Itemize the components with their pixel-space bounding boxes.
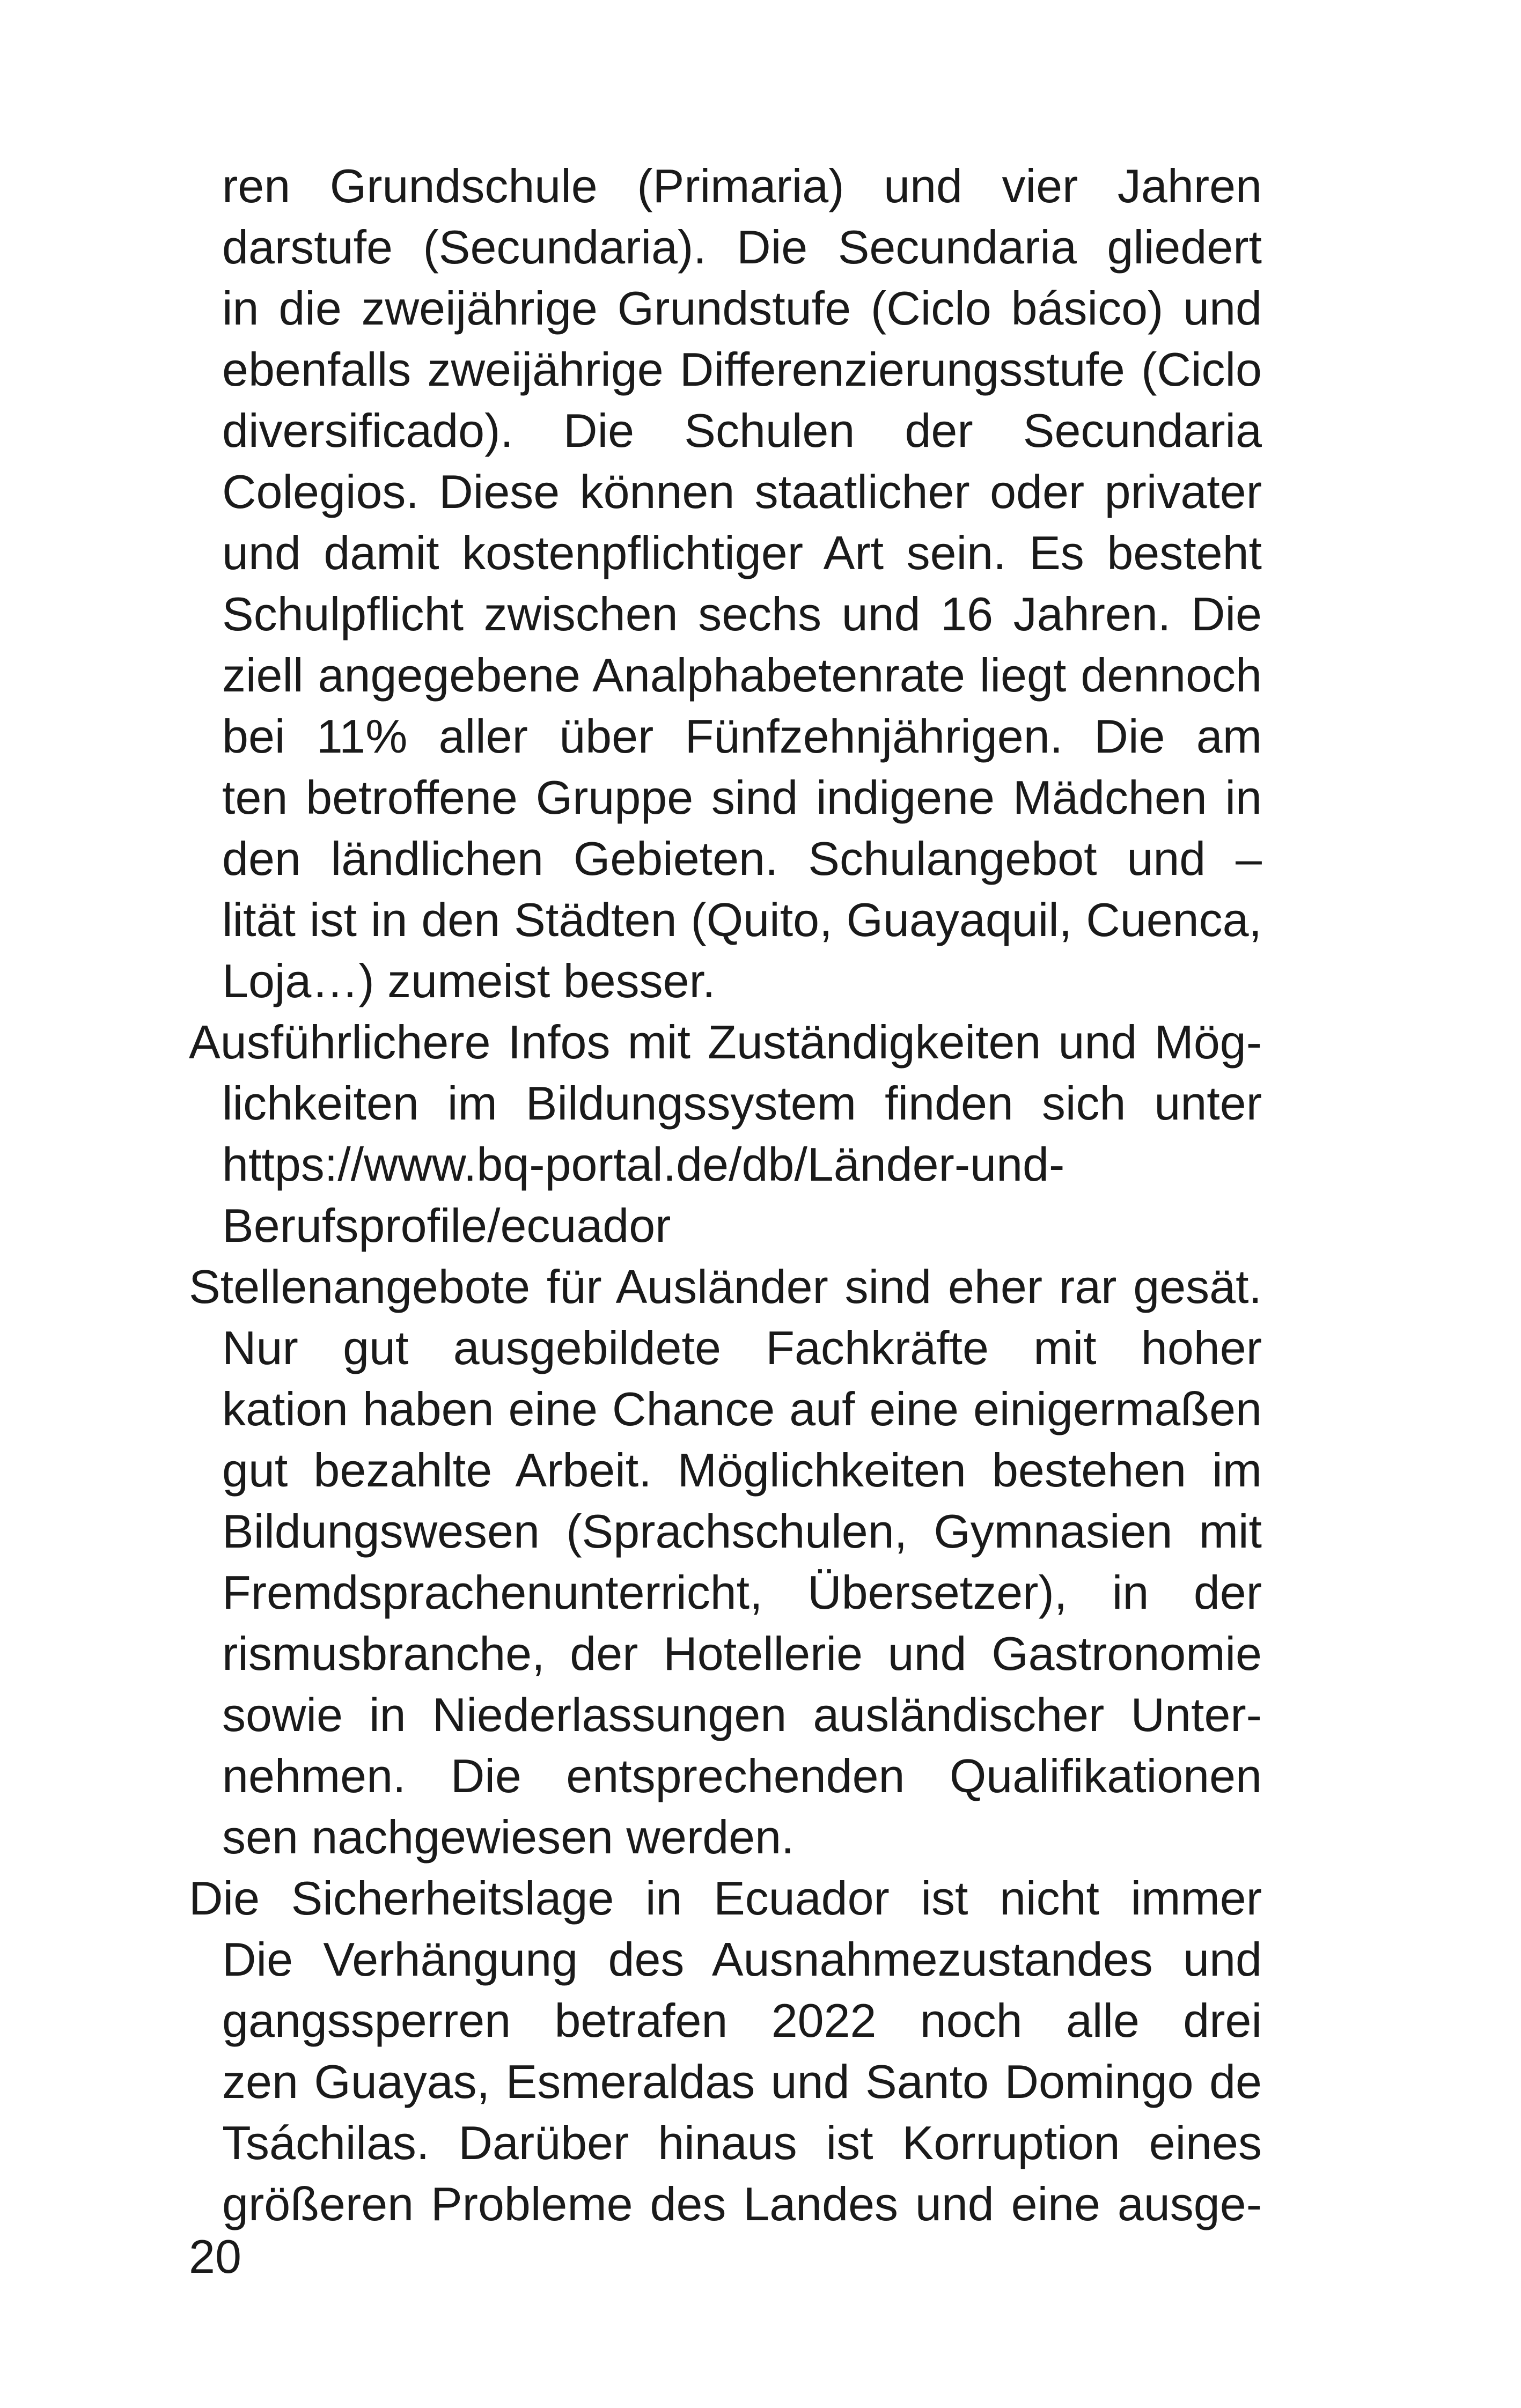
- text-line: größeren Probleme des Landes und eine ausge-: [222, 2177, 1262, 2230]
- text-line: diversificado). Die Schulen der Secundaria: [222, 404, 1262, 457]
- text-line: Bildungswesen (Sprachschulen, Gymnasien mit: [222, 1505, 1262, 1558]
- text-line: kation haben eine Chance auf eine einigermaßen: [222, 1382, 1262, 1435]
- text-line: ten betroffene Gruppe sind indigene Mädchen in: [222, 771, 1262, 824]
- text-line: ebenfalls zweijährige Differenzierungsstufe (Ciclo: [222, 343, 1262, 396]
- text-line: Tsáchilas. Darüber hinaus ist Korruption eines: [222, 2116, 1262, 2169]
- text-line: sen nachgewiesen werden.: [222, 1810, 795, 1864]
- text-line: gangssperren betrafen 2022 noch alle drei: [222, 1994, 1262, 2047]
- text-line: Colegios. Diese können staatlicher oder privater: [222, 465, 1262, 518]
- text-line: Loja…) zumeist besser.: [222, 954, 716, 1007]
- text-line: Die Verhängung des Ausnahmezustandes und: [222, 1933, 1262, 1986]
- text-line: ziell angegebene Analphabetenrate liegt dennoch: [222, 649, 1262, 702]
- text-line: rismusbranche, der Hotellerie und Gastronomie: [222, 1627, 1262, 1680]
- text-line: Stellenangebote für Ausländer sind eher rar gesät.: [189, 1260, 1262, 1313]
- text-line: lität ist in den Städten (Quito, Guayaquil, Cuenca,: [222, 893, 1262, 946]
- text-line: Die Sicherheitslage in Ecuador ist nicht immer: [189, 1872, 1262, 1925]
- text-line: Ausführlichere Infos mit Zuständigkeiten und Mög-: [189, 1015, 1262, 1069]
- text-line: in die zweijährige Grundstufe (Ciclo básico) und: [222, 282, 1262, 335]
- text-line: lichkeiten im Bildungssystem finden sich unter: [222, 1077, 1262, 1130]
- body-text: [189, 156, 1262, 2235]
- text-line: den ländlichen Gebieten. Schulangebot und –: [222, 832, 1262, 885]
- text-line: ren Grundschule (Primaria) und vier Jahren: [222, 159, 1262, 212]
- text-line: Berufsprofile/ecuador: [222, 1199, 671, 1252]
- page-number: 20: [189, 2230, 241, 2283]
- text-line: Fremdsprachenunterricht, Übersetzer), in der: [222, 1566, 1262, 1619]
- text-line: nehmen. Die entsprechenden Qualifikationen: [222, 1749, 1262, 1802]
- text-line: Nur gut ausgebildete Fachkräfte mit hoher: [222, 1321, 1262, 1374]
- text-line: zen Guayas, Esmeraldas und Santo Domingo de: [222, 2055, 1262, 2108]
- text-line: bei 11% aller über Fünfzehnjährigen. Die am: [222, 710, 1262, 763]
- text-line: sowie in Niederlassungen ausländischer Unter-: [222, 1688, 1262, 1741]
- text-line: und damit kostenpflichtiger Art sein. Es besteht: [222, 526, 1262, 579]
- text-line: https://www.bq-portal.de/db/Länder-und-: [222, 1138, 1065, 1191]
- text-line: darstufe (Secundaria). Die Secundaria gliedert: [222, 220, 1262, 274]
- text-line: gut bezahlte Arbeit. Möglichkeiten bestehen im: [222, 1444, 1262, 1497]
- text-line: Schulpflicht zwischen sechs und 16 Jahren. Die: [222, 587, 1262, 640]
